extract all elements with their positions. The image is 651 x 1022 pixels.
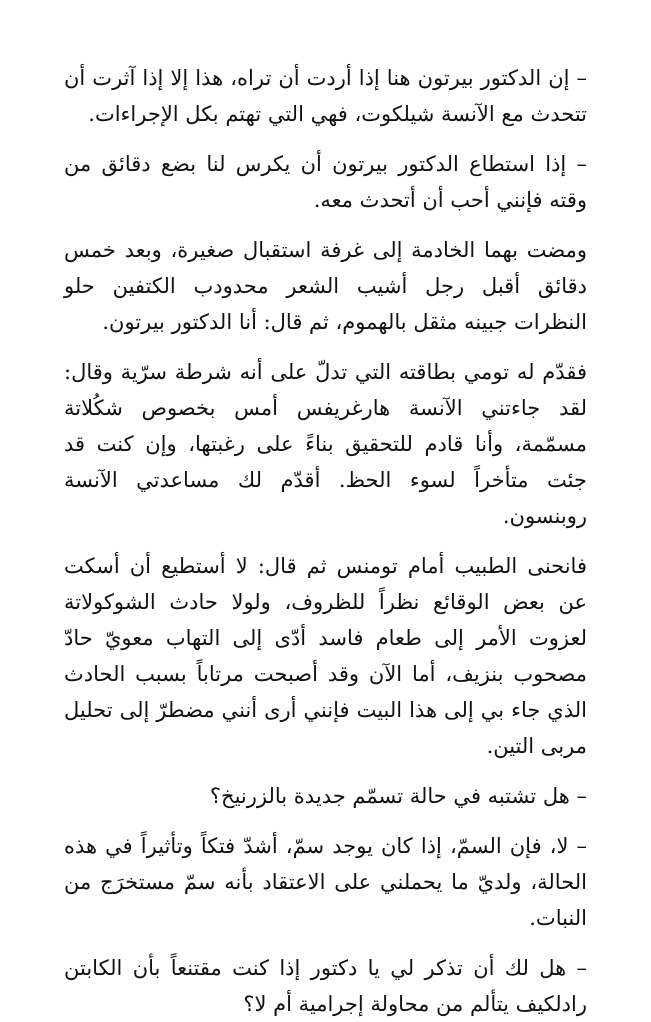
paragraph-1: – إن الدكتور بيرتون هنا إذا أردت أن تراه، هذا إلا إذا آثرت أن تتحدث مع الآنسة شيلكوت، فهي التي تهتم بكل الإجراءات. — [64, 66, 587, 126]
paragraph-8: – هل لك أن تذكر لي يا دكتور إذا كنت مقتنعاً بأن الكابتن رادلكيف يتألم من محاولة إجرامية أم لا؟ — [64, 956, 587, 1016]
paragraph-7: – لا، فإن السمّ، إذا كان يوجد سمّ، أشدّ فتكاً وتأثيراً في هذه الحالة، ولديّ ما يحملني على الاعتقاد بأنه سمّ مستخرَج من النبات. — [64, 834, 587, 930]
paragraph-6: – هل تشتبه في حالة تسمّم جديدة بالزرنيخ؟ — [209, 784, 587, 808]
paragraph-5: فانحنى الطبيب أمام تومنس ثم قال: لا أستطيع أن أسكت عن بعض الوقائع نظراً للظروف، ولولا حادث الشوكولاتة لعزوت الأمر إلى طعام فاسد أدّى إلى التهاب معويّ حادّ مصحوب بنزيف، أما الآن وقد أصبحت مرتاباً بسبب الحادث الذي جاء بي إلى هذا البيت فإنني أرى أنني مضطرّ إلى تحليل مربى التين. — [64, 554, 587, 758]
paragraph-3: ومضت بهما الخادمة إلى غرفة استقبال صغيرة، وبعد خمس دقائق أقبل رجل أشيب الشعر محدودب الكتفين حلو النظرات جبينه مثقل بالهموم، ثم قال: أنا الدكتور بيرتون. — [64, 238, 587, 334]
paragraph-4: فقدّم له تومي بطاقته التي تدلّ على أنه شرطة سرّية وقال: لقد جاءتني الآنسة هارغريفس أمس بخصوص شكُلاتة مسمّمة، وأنا قادم للتحقيق بناءً على رغبتها، وإن كنت قد جئت متأخراً لسوء الحظ. أقدّم لك مساعدتي الآنسة روبنسون. — [64, 360, 587, 528]
paragraph-2: – إذا استطاع الدكتور بيرتون أن يكرس لنا بضع دقائق من وقته فإنني أحب أن أتحدث معه. — [64, 152, 587, 212]
